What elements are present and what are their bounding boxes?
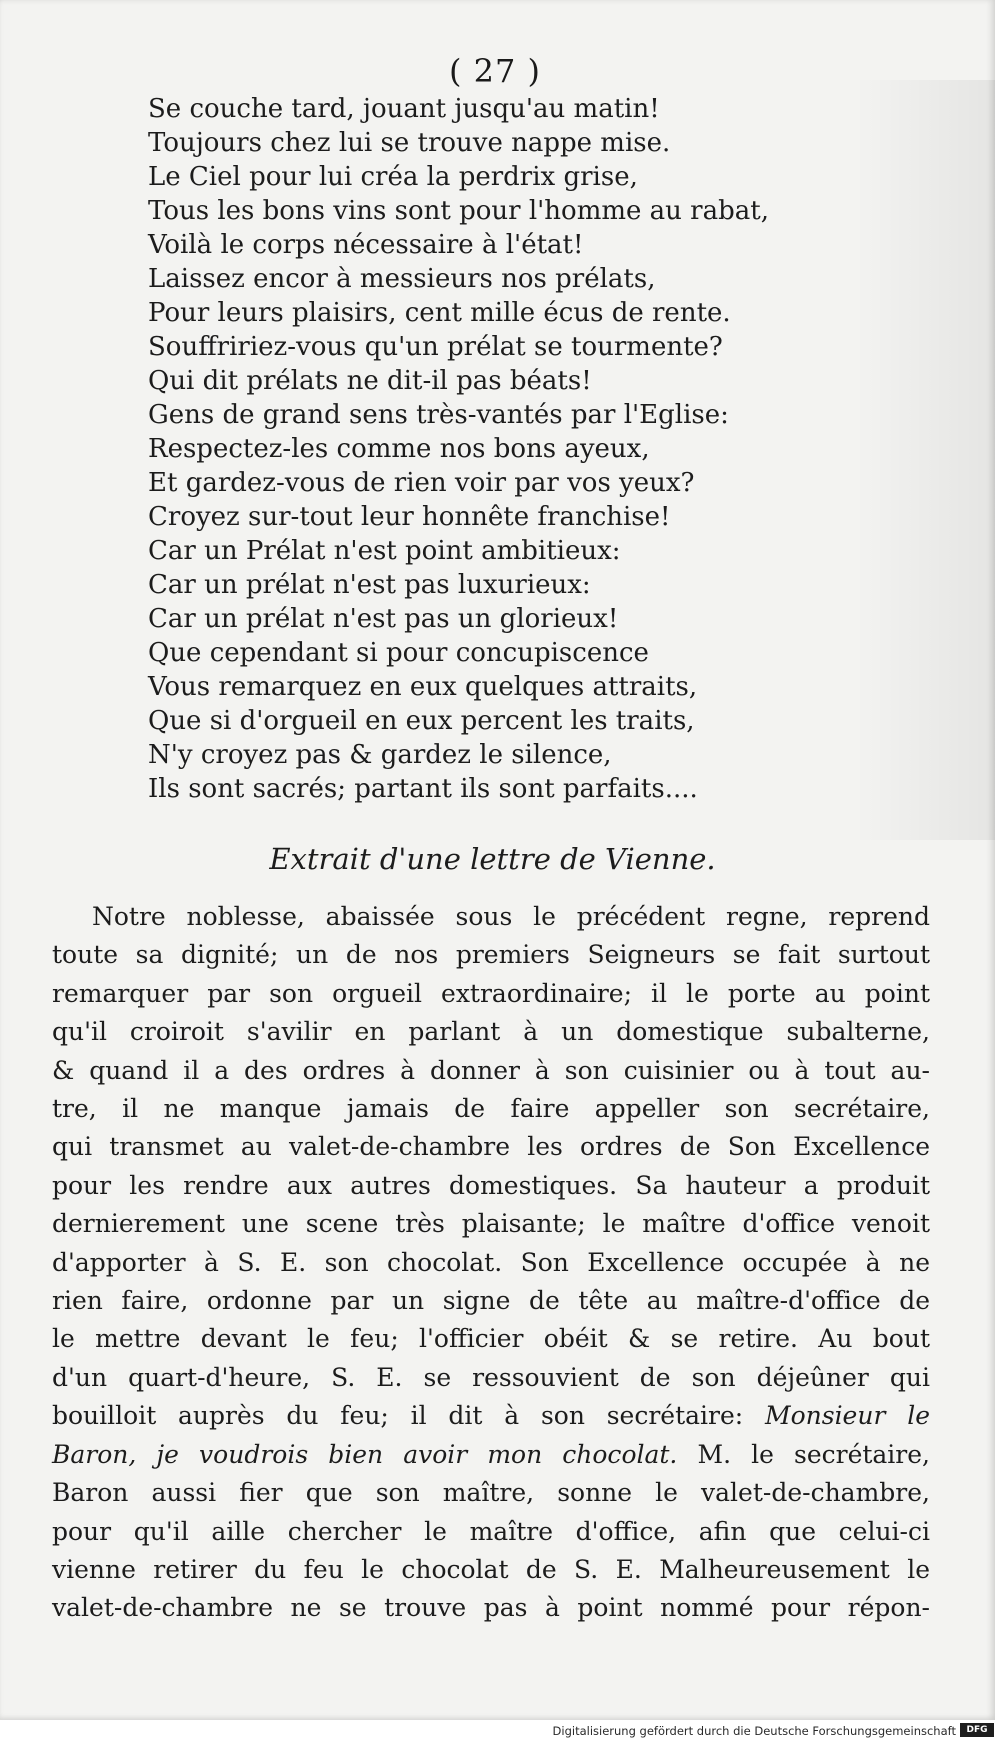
letter-body	[52, 898, 930, 1628]
show-through-shadow	[855, 80, 995, 840]
body-line: toute sa dignité; un de nos premiers Seigneurs se fait surtout	[52, 940, 930, 970]
body-line: d'un quart-d'heure, S. E. se ressouvient de son déjeûner qui	[52, 1362, 930, 1392]
poem-block	[148, 92, 788, 806]
funding-credit: Digitalisierung gefördert durch die Deutsche Forschungsgemeinschaft	[552, 1724, 956, 1738]
body-line: le mettre devant le feu; l'officier obéit & se retire. Au bout	[52, 1324, 930, 1354]
poem-line: Pour leurs plaisirs, cent mille écus de rente.	[148, 298, 731, 328]
body-line: d'apporter à S. E. son chocolat. Son Excellence occupée à ne	[52, 1247, 930, 1277]
poem-line: Que cependant si pour concupiscence	[148, 638, 649, 668]
body-line-text: bouilloit auprès du feu; il dit à son secrétaire:	[52, 1401, 765, 1431]
body-line-italic: Monsieur le	[764, 1401, 930, 1431]
poem-line: Car un Prélat n'est point ambitieux:	[148, 536, 621, 566]
poem-line: Car un prélat n'est pas un glorieux!	[148, 604, 619, 634]
poem-line: Tous les bons vins sont pour l'homme au rabat,	[148, 196, 769, 226]
body-line: Baron aussi fier que son maître, sonne le valet-de-chambre,	[52, 1478, 930, 1508]
body-line: qu'il croiroit s'avilir en parlant à un domestique subalterne,	[52, 1017, 930, 1047]
body-line: pour qu'il aille chercher le maître d'office, afin que celui-ci	[52, 1516, 930, 1546]
body-line: vienne retirer du feu le chocolat de S. E. Malheureusement le	[52, 1554, 930, 1584]
poem-line: Gens de grand sens très-vantés par l'Eglise:	[148, 400, 729, 430]
body-line: rien faire, ordonne par un signe de tête au maître-d'office de	[52, 1286, 930, 1316]
body-line: tre, il ne manque jamais de faire appeller son secrétaire,	[52, 1094, 930, 1124]
poem-line: Vous remarquez en eux quelques attraits,	[148, 672, 698, 702]
page-number: ( 27 )	[448, 52, 542, 90]
body-line: pour les rendre aux autres domestiques. Sa hauteur a produit	[52, 1170, 930, 1200]
section-heading: Extrait d'une lettre de Vienne.	[269, 842, 716, 876]
body-line-text: M. le secrétaire,	[677, 1439, 930, 1469]
poem-line: Respectez-les comme nos bons ayeux,	[148, 434, 650, 464]
body-line: qui transmet au valet-de-chambre les ordres de Son Excellence	[52, 1132, 930, 1162]
poem-line: Le Ciel pour lui créa la perdrix grise,	[148, 162, 638, 192]
poem-line: Toujours chez lui se trouve nappe mise.	[148, 128, 671, 158]
body-line: remarquer par son orgueil extraordinaire; il le porte au point	[52, 978, 930, 1008]
dfg-logo: DFG	[960, 1723, 994, 1737]
body-line: & quand il a des ordres à donner à son cuisinier ou à tout au-	[52, 1055, 930, 1085]
poem-line: Souffririez-vous qu'un prélat se tourmente?	[148, 332, 723, 362]
poem-line: Croyez sur-tout leur honnête franchise!	[148, 502, 671, 532]
poem-line: Laissez encor à messieurs nos prélats,	[148, 264, 656, 294]
poem-line: Voilà le corps nécessaire à l'état!	[148, 230, 584, 260]
poem-line: Et gardez-vous de rien voir par vos yeux?	[148, 468, 695, 498]
body-line: dernierement une scene très plaisante; le maître d'office venoit	[52, 1209, 930, 1239]
body-line: Notre noblesse, abaissée sous le précédent regne, reprend	[92, 902, 930, 931]
poem-line: Car un prélat n'est pas luxurieux:	[148, 570, 591, 600]
poem-line: N'y croyez pas & gardez le silence,	[148, 740, 612, 770]
body-line-italic: Baron, je voudrois bien avoir mon chocolat.	[52, 1439, 678, 1469]
poem-line: Ils sont sacrés; partant ils sont parfaits....	[148, 774, 698, 804]
poem-line: Que si d'orgueil en eux percent les traits,	[148, 706, 695, 736]
body-line: valet-de-chambre ne se trouve pas à point nommé pour répon-	[52, 1593, 930, 1623]
poem-line: Qui dit prélats ne dit-il pas béats!	[148, 366, 592, 396]
body-line-mixed	[52, 1397, 930, 1435]
poem-line: Se couche tard, jouant jusqu'au matin!	[148, 94, 660, 124]
body-line-mixed	[52, 1436, 930, 1474]
